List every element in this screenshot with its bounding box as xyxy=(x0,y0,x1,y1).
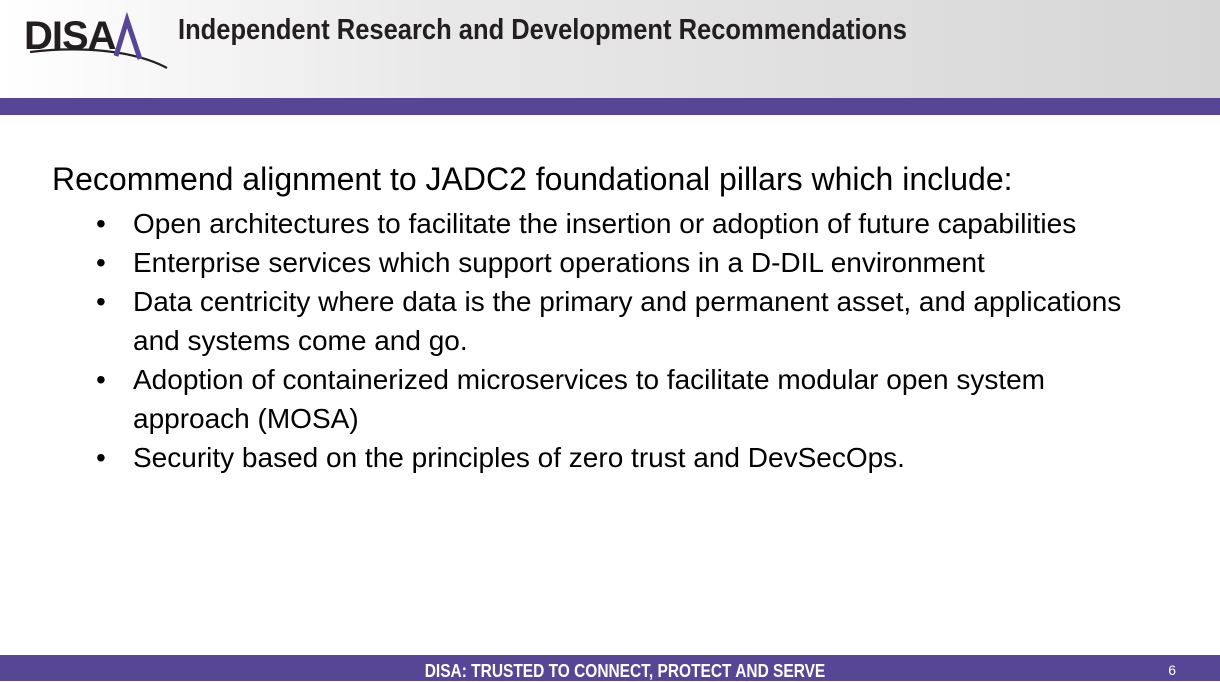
logo-swoosh-icon xyxy=(24,12,174,72)
bullet-dot-icon: • xyxy=(96,364,106,395)
bullet-text: Data centricity where data is the primary and permanent asset, and applications and systems come and go. xyxy=(133,286,1122,356)
bullet-dot-icon: • xyxy=(96,247,106,278)
bullet-text: Open architectures to facilitate the insertion or adoption of future capabilities xyxy=(133,208,1077,239)
disa-logo-text: DISA xyxy=(24,14,116,58)
slide-header xyxy=(0,0,1220,98)
header-accent-band xyxy=(0,98,1220,115)
page-number: 6 xyxy=(1168,662,1176,678)
bullet-item xyxy=(52,360,1143,438)
slide-content xyxy=(52,158,1182,477)
bullet-text: Enterprise services which support operations in a D-DIL environment xyxy=(133,247,985,278)
bullet-dot-icon: • xyxy=(96,208,106,239)
bullet-item xyxy=(52,243,1143,282)
bullet-dot-icon: • xyxy=(96,442,106,473)
bullet-item xyxy=(52,282,1143,360)
bullet-text: Security based on the principles of zero trust and DevSecOps. xyxy=(133,442,905,473)
bullet-text: Adoption of containerized microservices to facilitate modular open system approach (MOSA) xyxy=(133,364,1045,434)
slide-footer xyxy=(0,655,1220,681)
disa-logo xyxy=(24,12,174,72)
bullet-list xyxy=(52,204,1182,477)
slide-title: Independent Research and Development Recommendations xyxy=(178,14,907,46)
bullet-dot-icon: • xyxy=(96,286,106,317)
lead-statement: Recommend alignment to JADC2 foundational pillars which include: xyxy=(52,161,1013,197)
bullet-item xyxy=(52,204,1143,243)
footer-tagline: DISA: TRUSTED TO CONNECT, PROTECT AND SERVE xyxy=(424,661,826,681)
bullet-item xyxy=(52,438,1143,477)
